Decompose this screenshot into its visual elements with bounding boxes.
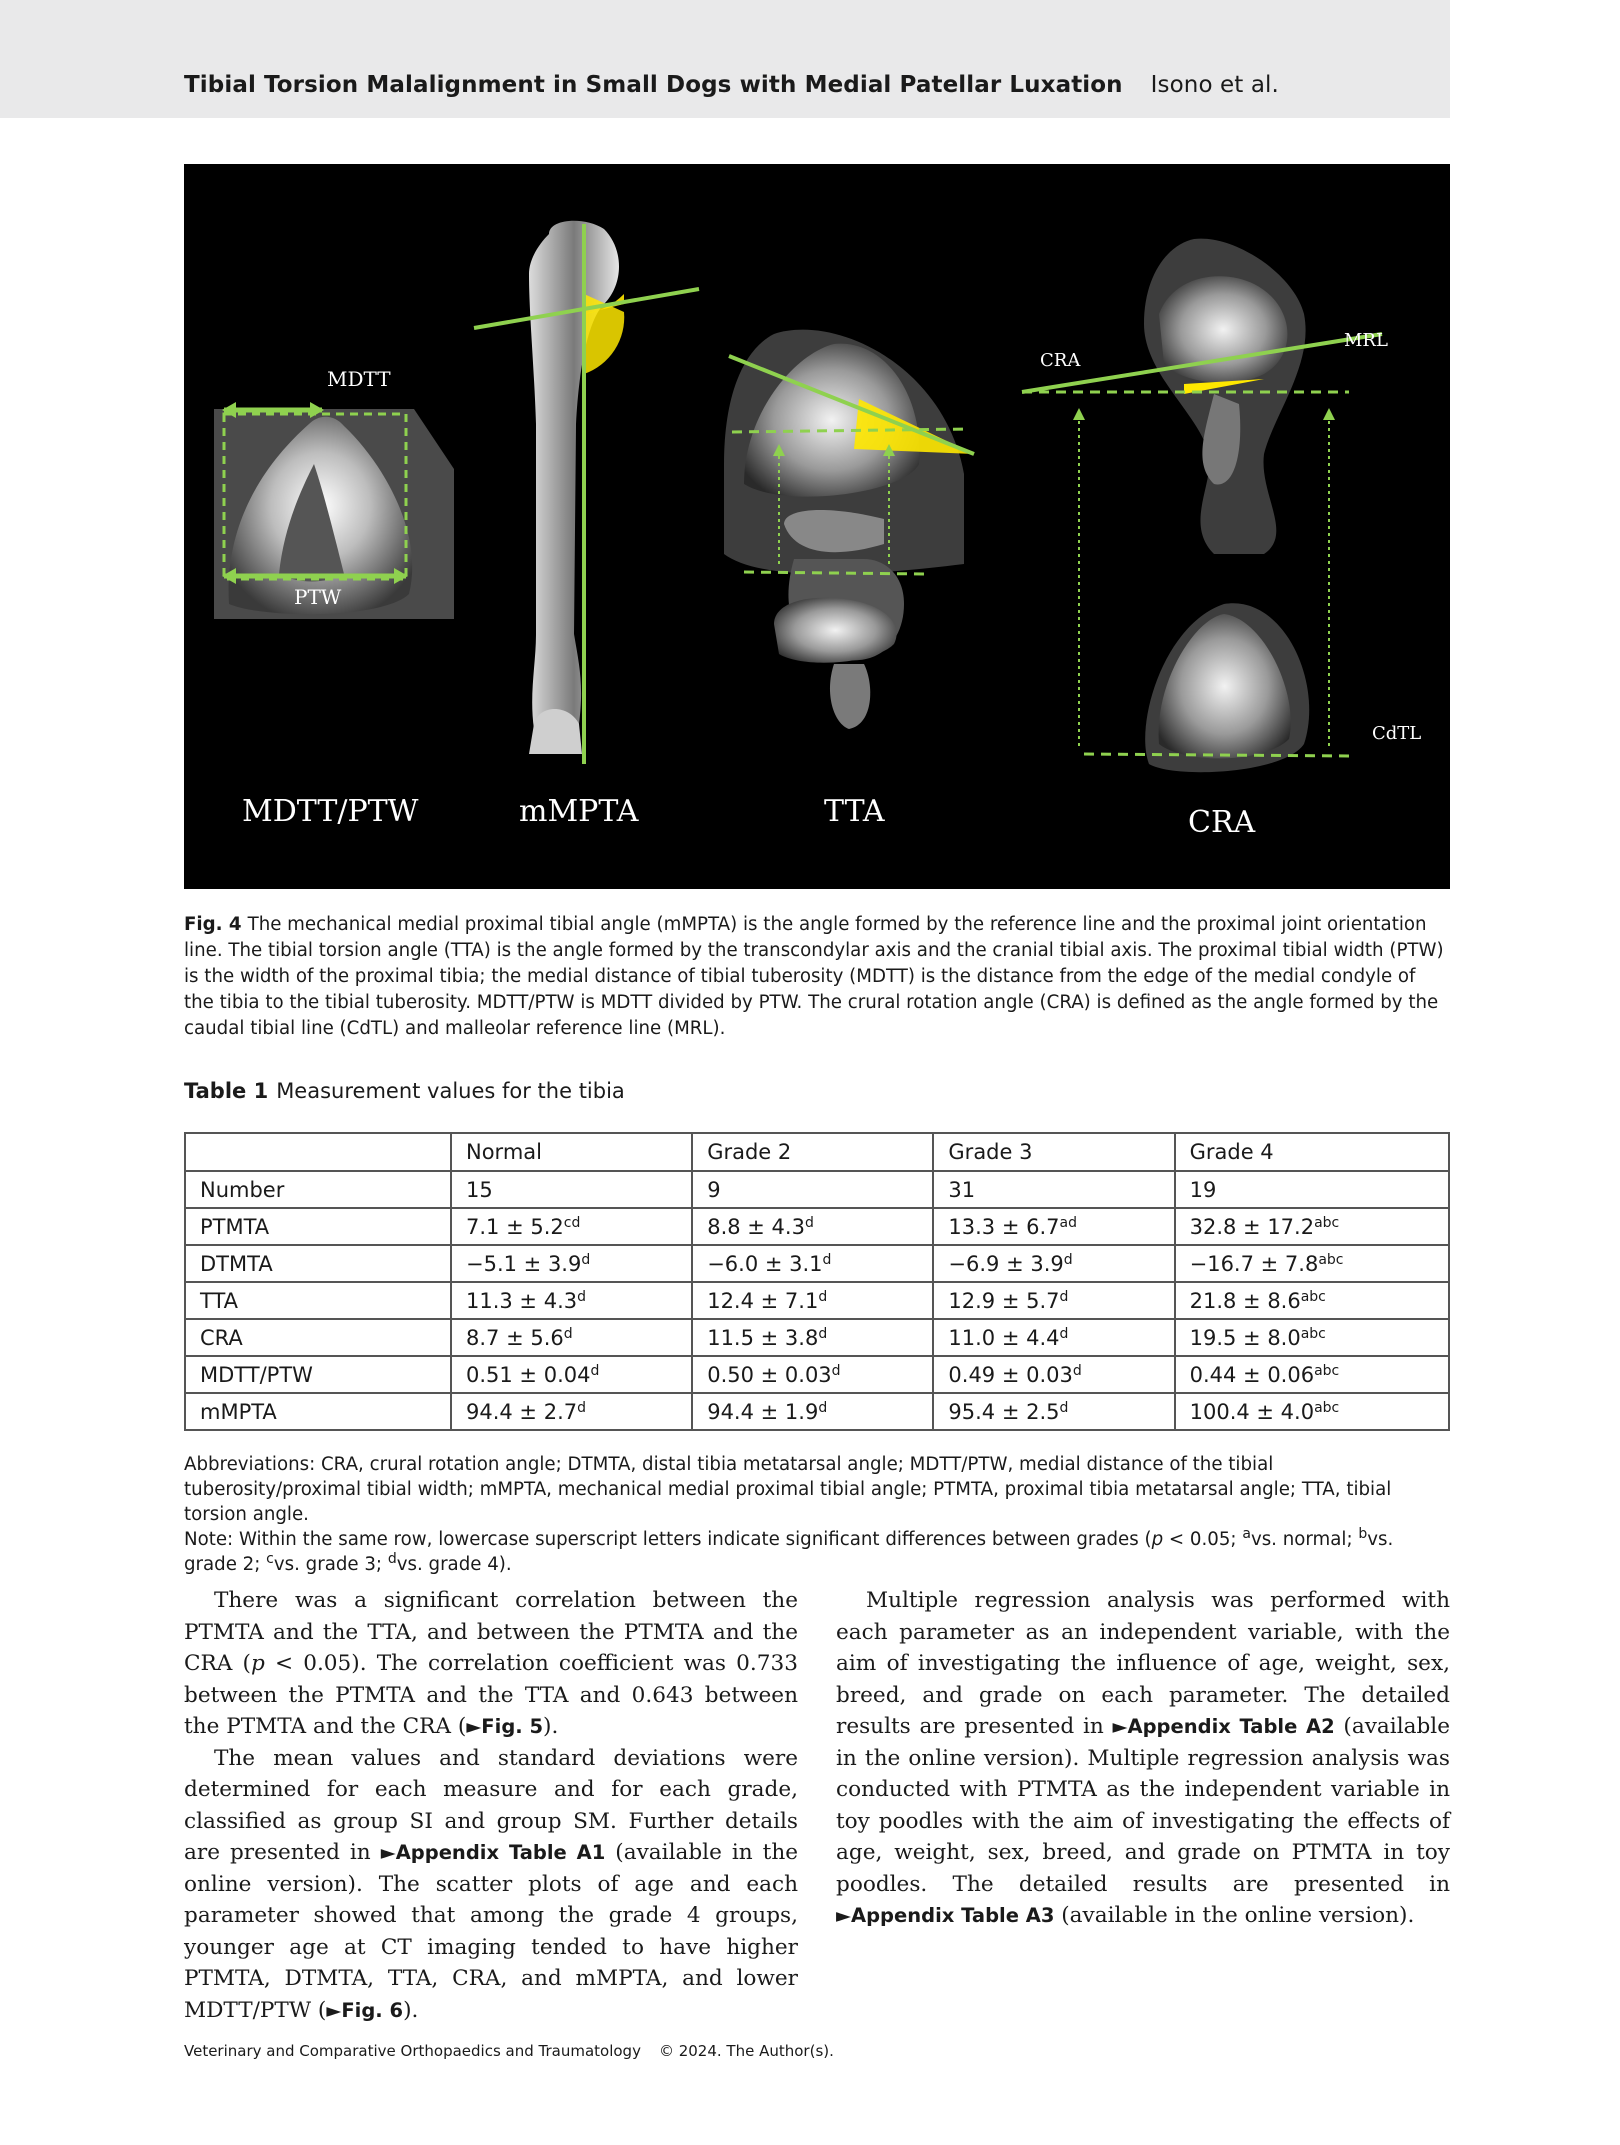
table-cell: [933, 1393, 1174, 1430]
column-header: [185, 1133, 451, 1171]
table-row: [185, 1282, 1449, 1319]
cell-value: 13.3 ± 6.7: [948, 1214, 1060, 1239]
significance-superscript: abc: [1318, 1251, 1344, 1268]
cell-value: 0.50 ± 0.03: [707, 1362, 832, 1387]
cell-value: 31: [948, 1177, 976, 1202]
text-run: ).: [543, 1714, 559, 1739]
cell-value: 19.5 ± 8.0: [1189, 1325, 1301, 1350]
text-run: The mean values and standard deviations were determined for each measure and for each grade, classified as group SI and group SM. Further details are presented in: [184, 1745, 798, 1865]
abbreviations-note: Abbreviations: CRA, crural rotation angle; DTMTA, distal tibia metatarsal angle; MDTT/PTW, medial distance of the tibial tuberosity/proximal tibial width; mMPTA, mechanical medial proximal tibial angle; PTMTA, proximal tibia metatarsal angle; TTA, tibial torsion angle.: [184, 1454, 1392, 1525]
note-sup: a: [1242, 1526, 1251, 1542]
significance-superscript: d: [804, 1214, 814, 1231]
row-label: CRA: [185, 1319, 451, 1356]
table-cell: [451, 1319, 692, 1356]
table-cell: [933, 1245, 1174, 1282]
table-row: [185, 1208, 1449, 1245]
table-body: [185, 1171, 1449, 1430]
table-row: [185, 1171, 1449, 1208]
table-header-row: [185, 1133, 1449, 1171]
body-column-left: [184, 1585, 798, 2026]
table-cell: [1175, 1171, 1449, 1208]
cell-value: 32.8 ± 17.2: [1189, 1214, 1315, 1239]
figure-caption: [184, 912, 1450, 1042]
significance-superscript: d: [818, 1288, 828, 1305]
note-part: Note: Within the same row, lowercase superscript letters indicate significant differences between grades (: [184, 1529, 1152, 1550]
fig6-link[interactable]: ►Fig. 6: [326, 1998, 404, 2022]
cell-value: 95.4 ± 2.5: [948, 1399, 1060, 1424]
table-cell: [692, 1208, 933, 1245]
table-label: Table 1: [184, 1079, 269, 1103]
running-head: [184, 72, 1279, 98]
table-cell: [692, 1393, 933, 1430]
caption-text: The mechanical medial proximal tibial angle (mMPTA) is the angle formed by the reference line and the proximal joint orientation line. The tibial torsion angle (TTA) is the angle formed by the transcondylar axis and the cranial tibial axis. The proximal tibial width (PTW) is the width of the proximal tibia; the medial distance of tibial tuberosity (MDTT) is the distance from the edge of the medial condyle of the tibia to the tibial tuberosity. MDTT/PTW is MDTT divided by PTW. The crural rotation angle (CRA) is defined as the angle formed by the caudal tibial line (CdTL) and malleolar reference line (MRL).: [184, 914, 1444, 1039]
cell-value: −6.9 ± 3.9: [948, 1251, 1064, 1276]
significance-superscript: d: [818, 1325, 828, 1342]
text-run: (available in the online version). Multiple regression analysis was conducted with PTMTA as the independent variable in toy poodles with the aim of investigating the effects of age, weight, sex, breed, and grade on PTMTA in toy poodles. The detailed results are presented in: [836, 1714, 1450, 1897]
cell-value: −6.0 ± 3.1: [707, 1251, 823, 1276]
note-part: vs. normal;: [1250, 1529, 1359, 1550]
running-authors: Isono et al.: [1150, 72, 1279, 98]
significance-superscript: d: [577, 1399, 586, 1416]
table-cell: [933, 1356, 1174, 1393]
table-row: [185, 1356, 1449, 1393]
table-cell: [1175, 1356, 1449, 1393]
significance-superscript: ad: [1059, 1214, 1077, 1231]
text-run: (available in the online version).: [1054, 1903, 1415, 1928]
table-cell: [451, 1356, 692, 1393]
cell-value: 7.1 ± 5.2: [466, 1214, 564, 1239]
significance-superscript: abc: [1314, 1399, 1340, 1416]
note-part: vs. grade 3;: [273, 1554, 388, 1575]
note-part: vs. grade 4).: [396, 1554, 512, 1575]
cell-value: 100.4 ± 4.0: [1189, 1399, 1315, 1424]
cell-value: 94.4 ± 2.7: [466, 1399, 578, 1424]
table-cell: [451, 1282, 692, 1319]
significance-superscript: d: [1063, 1251, 1073, 1268]
table-notes: [184, 1452, 1450, 1577]
ct-image-composite: [184, 164, 1450, 889]
table-cell: [933, 1282, 1174, 1319]
text-run: ).: [403, 1997, 419, 2023]
cell-value: 8.7 ± 5.6: [466, 1325, 564, 1350]
table-cell: [1175, 1245, 1449, 1282]
measurement-table: [184, 1132, 1450, 1431]
table-cell: [1175, 1393, 1449, 1430]
text-run: p: [250, 1651, 265, 1676]
row-label: mMPTA: [185, 1393, 451, 1430]
table-cell: [451, 1245, 692, 1282]
cell-value: 21.8 ± 8.6: [1189, 1288, 1301, 1313]
row-label: TTA: [185, 1282, 451, 1319]
table-cell: [933, 1171, 1174, 1208]
cell-value: 12.4 ± 7.1: [707, 1288, 819, 1313]
note-part: < 0.05;: [1163, 1529, 1243, 1550]
cell-value: 0.49 ± 0.03: [948, 1362, 1073, 1387]
panel-tta: [724, 330, 974, 729]
running-title: Tibial Torsion Malalignment in Small Dogs with Medial Patellar Luxation: [184, 72, 1123, 98]
footer-copyright: © 2024. The Author(s).: [658, 2042, 834, 2060]
text-run: (available in the online version). The scatter plots of age and each parameter showed that among the grade 4 groups, younger age at CT imaging tended to have higher PTMTA, DTMTA, TTA, CRA, and mMPTA, and lower MDTT/PTW (: [184, 1840, 799, 2023]
significance-superscript: abc: [1314, 1214, 1340, 1231]
significance-superscript: abc: [1300, 1288, 1326, 1305]
cell-value: 0.51 ± 0.04: [466, 1362, 591, 1387]
appendix-a1-link[interactable]: ►Appendix Table A1: [380, 1841, 606, 1864]
significance-superscript: abc: [1314, 1362, 1340, 1379]
significance-superscript: abc: [1300, 1325, 1326, 1342]
significance-superscript: d: [1059, 1288, 1069, 1305]
table-cell: [451, 1171, 692, 1208]
text-run: < 0.05). The correlation coefficient was 0.733 between the PTMTA and the TTA and 0.643 between the PTMTA and the CRA (: [184, 1651, 798, 1739]
table-cell: [451, 1208, 692, 1245]
table-caption: Measurement values for the tibia: [276, 1079, 625, 1103]
page-footer: [184, 2042, 834, 2060]
row-label: PTMTA: [185, 1208, 451, 1245]
table-title: [184, 1079, 625, 1103]
table-cell: [1175, 1319, 1449, 1356]
significance-superscript: cd: [563, 1214, 581, 1231]
column-header: Grade 2: [692, 1133, 933, 1171]
significance-superscript: d: [581, 1251, 591, 1268]
row-label: Number: [185, 1171, 451, 1208]
annotation-mdtt: MDTT: [327, 367, 391, 391]
annotation-cra: CRA: [1040, 350, 1081, 371]
fig5-link[interactable]: ►Fig. 5: [466, 1715, 544, 1738]
table-row: [185, 1245, 1449, 1282]
text-run: Multiple regression analysis was performed with each parameter as an independent variable, with the aim of investigating the influence of age, weight, sex, breed, and grade on each parameter. The detailed results are presented in: [836, 1588, 1450, 1739]
text-run: There was a significant correlation between the PTMTA and the TTA, and between the PTMTA and the CRA (: [184, 1588, 798, 1676]
significance-superscript: d: [563, 1325, 573, 1342]
cell-value: 15: [466, 1177, 493, 1202]
table-cell: [692, 1356, 933, 1393]
panel-cra: [1022, 239, 1382, 773]
body-column-right: [836, 1585, 1450, 1932]
table-cell: [1175, 1282, 1449, 1319]
cell-value: 11.3 ± 4.3: [466, 1288, 578, 1313]
cell-value: 9: [707, 1177, 721, 1202]
significance-superscript: d: [818, 1399, 828, 1416]
cell-value: 11.0 ± 4.4: [948, 1325, 1060, 1350]
cell-value: 12.9 ± 5.7: [948, 1288, 1060, 1313]
significance-superscript: d: [1072, 1362, 1082, 1379]
note-part: vs. grade 2;: [184, 1529, 1394, 1575]
figure-4: [184, 164, 1450, 889]
significance-superscript: d: [822, 1251, 832, 1268]
table-cell: [1175, 1208, 1449, 1245]
paragraph: [836, 1585, 1450, 1932]
row-label: DTMTA: [185, 1245, 451, 1282]
panel-label-tta: TTA: [824, 794, 885, 829]
column-header: Grade 4: [1175, 1133, 1449, 1171]
table-row: [185, 1319, 1449, 1356]
cell-value: 94.4 ± 1.9: [707, 1399, 819, 1424]
table-cell: [451, 1393, 692, 1430]
note-p: p: [1151, 1529, 1164, 1550]
table-row: [185, 1393, 1449, 1430]
note-sup: c: [266, 1551, 274, 1567]
annotation-mrl: MRL: [1344, 330, 1388, 351]
panel-label-cra: CRA: [1188, 805, 1256, 840]
row-label: MDTT/PTW: [185, 1356, 451, 1393]
cell-value: 11.5 ± 3.8: [707, 1325, 819, 1350]
footer-journal: Veterinary and Comparative Orthopaedics and Traumatology: [184, 2042, 641, 2060]
table-cell: [933, 1319, 1174, 1356]
table-cell: [692, 1319, 933, 1356]
caption-label: Fig. 4: [184, 914, 242, 935]
appendix-a3-link[interactable]: ►Appendix Table A3: [836, 1904, 1055, 1927]
table-cell: [692, 1171, 933, 1208]
note-sup: d: [387, 1551, 397, 1567]
column-header: Grade 3: [933, 1133, 1174, 1171]
significance-superscript: d: [1059, 1325, 1069, 1342]
cell-value: 19: [1189, 1177, 1217, 1202]
significance-superscript: d: [577, 1288, 586, 1305]
cell-value: −16.7 ± 7.8: [1189, 1251, 1319, 1276]
significance-superscript: d: [1059, 1399, 1069, 1416]
header-band: [0, 0, 1450, 118]
note-sup: b: [1358, 1526, 1368, 1542]
table-cell: [692, 1245, 933, 1282]
table-cell: [933, 1208, 1174, 1245]
annotation-cdtl: CdTL: [1372, 723, 1422, 744]
cell-value: 0.44 ± 0.06: [1189, 1362, 1315, 1387]
cell-value: 8.8 ± 4.3: [707, 1214, 805, 1239]
panel-label-mmpta: mMPTA: [519, 794, 639, 829]
table-cell: [692, 1282, 933, 1319]
annotation-ptw: PTW: [294, 585, 342, 609]
appendix-a2-link[interactable]: ►Appendix Table A2: [1112, 1715, 1335, 1738]
column-header: Normal: [451, 1133, 692, 1171]
cell-value: −5.1 ± 3.9: [466, 1251, 582, 1276]
significance-note: [184, 1527, 1450, 1577]
panel-mmpta: [474, 221, 699, 764]
paragraph: [184, 1743, 798, 2027]
panel-label-mdtt-ptw: MDTT/PTW: [242, 794, 419, 829]
significance-superscript: d: [590, 1362, 600, 1379]
paragraph: [184, 1585, 798, 1743]
significance-superscript: d: [831, 1362, 841, 1379]
